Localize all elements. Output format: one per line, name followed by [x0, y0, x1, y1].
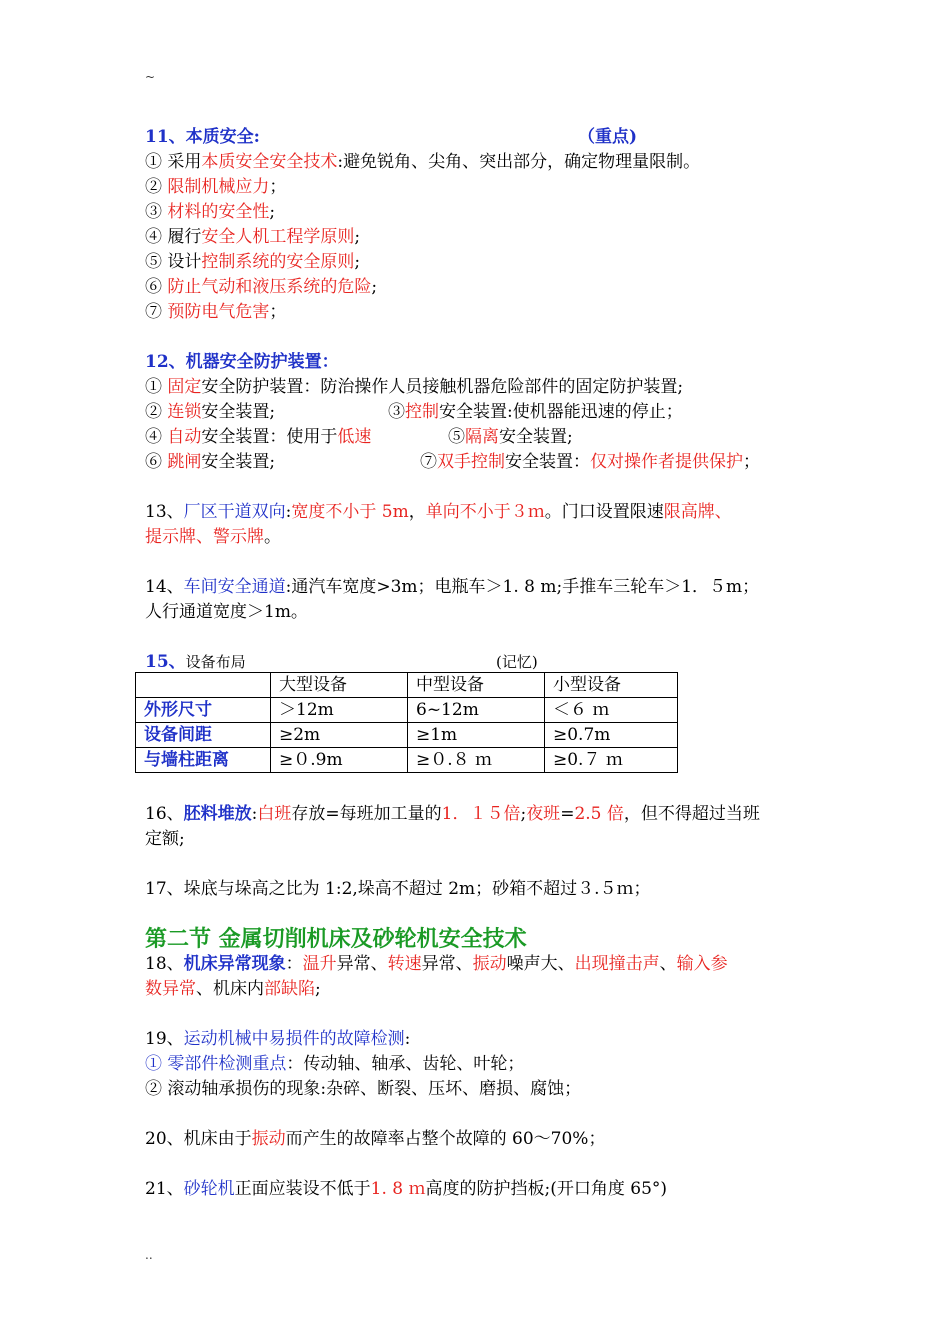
table-cell: ≥０.9m — [271, 748, 408, 773]
s12-l1-key: 固定 — [167, 377, 202, 397]
s11-item-5 — [145, 250, 360, 274]
s14-key: 车间安全通道 — [183, 577, 286, 597]
table-header-cell: 小型设备 — [545, 673, 678, 698]
s11-item-6 — [145, 275, 377, 299]
s19-number: 19、 — [145, 1029, 184, 1049]
s12-l3-prefix: ④ — [145, 427, 168, 447]
s18-temp: 温升 — [302, 954, 337, 974]
s18-noise: 噪声大、 — [506, 954, 575, 974]
s13-line-1 — [145, 500, 732, 524]
s18-sep: 、 — [659, 954, 677, 974]
s16-rest: ，但不得超过当班 — [623, 804, 760, 824]
s21-height: 1. 8 ｍ — [370, 1179, 426, 1199]
s11-item-1 — [145, 150, 700, 174]
s12-l2-prefix: ② — [145, 402, 168, 422]
s11-item-4-rest: ; — [354, 227, 361, 247]
s21-rest: 高度的防护挡板;(开口角度 65°) — [425, 1179, 668, 1199]
s21-number: 21、 — [145, 1179, 184, 1199]
s20-line — [145, 1127, 605, 1151]
s11-item-3 — [145, 200, 275, 224]
s12-line-2b — [388, 400, 683, 424]
s15-title: 设备布局 — [185, 653, 246, 671]
header-mark: ~ — [145, 70, 156, 84]
s17-line: 17、垛底与垛高之比为 1:2,垛高不超过 2m；砂箱不超过３.５ｍ； — [145, 879, 651, 899]
s11-number: 11、 — [145, 127, 186, 147]
s12-l4-prefix: ⑥ — [145, 452, 168, 472]
table-cell: ≥0.7m — [545, 723, 678, 748]
s12-l2-rest3: 安全装置:使机器能迅速的停止； — [439, 402, 683, 422]
s14-rest: :通汽车宽度>3m；电瓶车＞1. 8 m;手推车三轮车＞1．５m； — [285, 577, 760, 597]
table-cell: ≥0.７ ｍ — [545, 748, 678, 773]
s12-l2-key: 连锁 — [167, 402, 202, 422]
s12-line-3b — [448, 425, 573, 449]
s18-input2: 数异常 — [145, 979, 196, 999]
s12-line-2a — [145, 400, 275, 424]
s13-width: 宽度不小于 5m — [291, 502, 409, 522]
s19-l1-rest: ：传动轴、轴承、齿轮、叶轮； — [286, 1054, 525, 1074]
s19-key: 运动机械中易损件的故障检测 — [183, 1029, 405, 1049]
s15-tag: (记忆) — [496, 653, 538, 671]
s11-title: 本质安全: — [185, 127, 260, 147]
s11-item-1-prefix: ① 采用 — [145, 152, 202, 172]
s19-line-3: ② 滚动轴承损伤的现象:杂碎、断裂、压坏、磨损、腐蚀； — [145, 1079, 582, 1099]
s18-abn2: 异常、 — [421, 954, 473, 974]
s16-day: 白班 — [257, 804, 292, 824]
s12-l1-prefix: ① — [145, 377, 168, 397]
s11-item-7-rest: ； — [269, 302, 287, 322]
table-row-label: 外形尺寸 — [136, 698, 271, 723]
s11-item-4 — [145, 225, 360, 249]
s16-equals: = — [560, 804, 575, 824]
s11-heading — [145, 125, 260, 149]
s18-speed: 转速 — [387, 954, 422, 974]
s21-mid: 正面应装设不低于 — [234, 1179, 371, 1199]
s12-l3-key2: 低速 — [337, 427, 372, 447]
s16-key: 胚料堆放 — [183, 804, 252, 824]
table-row-label: 设备间距 — [136, 723, 271, 748]
s18-defect: 部缺陷 — [264, 979, 315, 999]
s18-number: 18、 — [145, 954, 184, 974]
s12-l3-rest5: 安全装置; — [499, 427, 573, 447]
s12-l4-num7: ⑦ — [420, 452, 437, 472]
s19-l1-key: ① 零部件检测重点 — [145, 1054, 287, 1074]
s13-number: 13、 — [145, 502, 184, 522]
s11-item-2-key: 限制机械应力 — [167, 177, 270, 197]
s15-number: 15、 — [145, 652, 186, 672]
s12-l1-rest: 安全防护装置：防治操作人员接触机器危险部件的固定防护装置; — [201, 377, 684, 397]
s16-night: 夜班 — [526, 804, 561, 824]
table-cell: ≥1m — [408, 723, 545, 748]
s12-line-4b — [420, 450, 760, 474]
s13-line-2 — [145, 525, 281, 549]
s12-l3-key5: 隔离 — [465, 427, 499, 447]
s12-line-3a — [145, 425, 371, 449]
s12-l4-key7: 双手控制 — [437, 452, 505, 472]
s14-number: 14、 — [145, 577, 184, 597]
s18-input: 输入参 — [676, 954, 728, 974]
s16-night-ratio: 2.5 倍 — [574, 804, 624, 824]
s16-colon: : — [251, 804, 258, 824]
s11-item-2 — [145, 175, 286, 199]
s12-l4-rest: 安全装置; — [201, 452, 276, 472]
table-header-cell: 大型设备 — [271, 673, 408, 698]
s11-item-4-prefix: ④ 履行 — [145, 227, 202, 247]
s11-item-7-prefix: ⑦ — [145, 302, 168, 322]
table-row-label: 与墙柱距离 — [136, 748, 271, 773]
s18-impact: 出现撞击声 — [574, 954, 660, 974]
s14-line-1 — [145, 575, 759, 599]
s11-item-5-prefix: ⑤ 设计 — [145, 252, 202, 272]
s14-line-2: 人行通道宽度＞1m。 — [145, 602, 308, 622]
s13-colon: : — [285, 502, 292, 522]
table-header-cell — [136, 673, 271, 698]
s21-key: 砂轮机 — [183, 1179, 235, 1199]
footer-mark: .. — [145, 1248, 153, 1262]
s12-line-4a — [145, 450, 275, 474]
s11-item-3-prefix: ③ — [145, 202, 168, 222]
s19-line-2 — [145, 1052, 524, 1076]
s11-item-6-key: 防止气动和液压系统的危险 — [167, 277, 372, 297]
s11-item-1-key: 本质安全安全技术 — [201, 152, 338, 172]
s12-l2-num3: ③ — [388, 402, 405, 422]
table-row — [136, 698, 678, 723]
s16-day-ratio: 1．１５倍 — [441, 804, 521, 824]
s12-line-1 — [145, 375, 683, 399]
s12-l4-rest7: 安全装置： — [505, 452, 590, 472]
s16-store: 存放=每班加工量的 — [291, 804, 442, 824]
s13-end: 。 — [264, 527, 281, 547]
table-cell: ＜６ ｍ — [545, 698, 678, 723]
s18-abn1: 异常、 — [336, 954, 388, 974]
s13-gate: 。门口设置限速 — [544, 502, 664, 522]
s13-sign2: 提示牌、警示牌 — [145, 527, 264, 547]
s11-tag: （重点) — [578, 127, 638, 147]
s12-l3-num5: ⑤ — [448, 427, 465, 447]
s11-item-4-key: 安全人机工程学原则 — [201, 227, 355, 247]
table-cell: 6~12m — [408, 698, 545, 723]
s20-key: 振动 — [251, 1129, 286, 1149]
s11-item-2-rest: ； — [269, 177, 287, 197]
s12-l3-rest: 安全装置：使用于 — [201, 427, 338, 447]
s12-l2-key3: 控制 — [405, 402, 439, 422]
s13-sign1: 限高牌、 — [663, 502, 732, 522]
table-cell: ≥2m — [271, 723, 408, 748]
table-cell: ＞12m — [271, 698, 408, 723]
s19-colon: : — [404, 1029, 411, 1049]
section-2-title: 第二节 金属切削机床及砂轮机安全技术 — [145, 926, 527, 952]
s16-number: 16、 — [145, 804, 184, 824]
s13-oneway: 单向不小于３ｍ — [425, 502, 545, 522]
s12-l4-key: 跳闸 — [167, 452, 202, 472]
s11-item-3-key: 材料的安全性 — [167, 202, 270, 222]
s12-title: 12、机器安全防护装置： — [145, 352, 339, 372]
s11-item-6-prefix: ⑥ — [145, 277, 168, 297]
s20-rest: 而产生的故障率占整个故障的 60～70%； — [285, 1129, 606, 1149]
s13-comma: ， — [408, 502, 426, 522]
table-cell: ≥０.８ ｍ — [408, 748, 545, 773]
s11-item-3-rest: ; — [269, 202, 276, 222]
s12-l4-end: ； — [743, 452, 760, 472]
s18-end: ; — [315, 979, 321, 999]
equipment-layout-table — [135, 672, 678, 773]
s21-line — [145, 1177, 667, 1201]
s15-heading — [145, 650, 246, 674]
s11-item-7 — [145, 300, 286, 324]
s16-semicolon: ; — [520, 804, 527, 824]
s11-item-6-rest: ; — [371, 277, 378, 297]
s12-l4-key7b: 仅对操作者提供保护 — [590, 452, 743, 472]
s12-l3-key: 自动 — [167, 427, 202, 447]
table-row — [136, 748, 678, 773]
table-header-row — [136, 673, 678, 698]
s11-item-2-prefix: ② — [145, 177, 168, 197]
s16-line-1 — [145, 802, 760, 826]
s16-line-2: 定额; — [145, 829, 185, 849]
s13-key: 厂区干道双向 — [183, 502, 286, 522]
s18-key: 机床异常现象 — [183, 954, 286, 974]
s20-prefix: 20、机床由于 — [145, 1129, 252, 1149]
s11-item-7-key: 预防电气危害 — [167, 302, 270, 322]
s18-inner: 、机床内 — [196, 979, 264, 999]
s18-colon: ： — [285, 954, 303, 974]
s11-item-5-rest: ; — [354, 252, 361, 272]
s18-line-2 — [145, 977, 321, 1001]
table-row — [136, 723, 678, 748]
s18-line-1 — [145, 952, 728, 976]
s11-item-1-rest: :避免锐角、尖角、突出部分，确定物理量限制。 — [337, 152, 701, 172]
s12-l2-rest: 安全装置; — [201, 402, 276, 422]
s18-vib: 振动 — [472, 954, 507, 974]
table-header-cell: 中型设备 — [408, 673, 545, 698]
s19-line-1 — [145, 1027, 410, 1051]
s11-item-5-key: 控制系统的安全原则 — [201, 252, 355, 272]
